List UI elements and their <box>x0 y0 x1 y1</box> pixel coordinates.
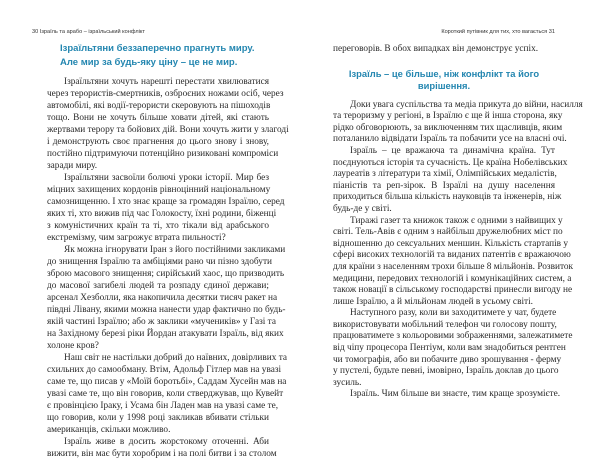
text-line: поталанило відвідати Ізраїль та побачити усе на власні очі. <box>333 134 567 145</box>
text-line: на Західному березі ріки Йордан атакувати Ізраїль, від яких <box>47 329 284 339</box>
text-line: Наступного разу, коли ви заходитимете у чат, будете <box>350 308 557 319</box>
text-line: яких ті, хто вижив під час Голокосту, їхні родини, біженці <box>47 209 277 219</box>
text-line: самознищенню. І хто знає краще за громадян Ізраїлю, серед <box>47 197 285 207</box>
section-heading: Ізраїльтяни беззаперечно прагнуть миру. Але мир за будь-яку ціну – це не мир. <box>60 43 255 68</box>
text-line: з комуністичних країн та ті, хто тікали від арабського <box>47 221 269 231</box>
text-line: американців, скільки можливо. <box>47 425 171 435</box>
text-line: через терористів-смертників, озброєних ножами осіб, через <box>47 89 284 99</box>
text-line: для країни з населенням трохи більше 8 мільйонів. Розвиток <box>333 261 574 272</box>
text-line: лише Ізраїлю, а й мільйонам людей в усьому світі. <box>333 296 534 307</box>
text-line: рідко обговорюють, за виключенням тих щасливців, яким <box>333 122 563 133</box>
text-line: переговорів. В обох випадках він демонструє успіх. <box>333 44 539 54</box>
paragraph <box>333 389 561 401</box>
paragraph <box>333 145 568 216</box>
body-text <box>47 76 289 460</box>
text-line: півдні Лівану, якими можна нанести удар фактично по будь- <box>47 305 286 315</box>
paragraph <box>333 215 574 309</box>
text-line: тощо. Вони не хочуть більше ховати дітей, які стають <box>47 113 269 123</box>
text-line: жертвами терору та бойових дій. Вони хочуть жити у злагоді <box>47 125 289 135</box>
section-heading: Ізраїль – це більше, ніж конфлікт та його вирішення. <box>348 67 540 91</box>
paragraph <box>333 308 573 389</box>
text-line: до масової загибелі людей та розпаду єдиної держави; <box>47 281 269 291</box>
text-line: Ізраїль – це вражаюча та динамічна країна. Тут <box>350 145 555 156</box>
text-line: зброю масового знищення; сирійський хаос, що призводить <box>47 269 285 279</box>
text-line: у пустелі, будьте певні, імовірно, Ізраїль доклав до цього <box>333 366 559 377</box>
text-line: саме те, що писав у «Моїй боротьбі», Саддам Хусейн мав на <box>47 377 287 387</box>
text-line: використовувати мобільний телефон чи голосову пошту, <box>333 319 557 330</box>
body-text <box>333 99 583 401</box>
text-line: світі. Тель-Авів є одним з найбільш дружелюбних міст по <box>333 227 563 238</box>
text-line: постійно підтримуючи потенційно ризиковані компроміси <box>47 149 279 159</box>
text-line: від чіпу процесора Пентіум, коли вам знадобиться рентген <box>333 343 566 354</box>
left-column <box>47 42 289 460</box>
paragraph <box>47 352 287 436</box>
text-line: міцних захищених кордонів рівноцінний національному <box>47 185 271 195</box>
paragraph <box>47 244 286 352</box>
text-line: та тероризму у регіоні, в Ізраїлю є ще й інша сторона, яку <box>333 111 563 122</box>
text-line: є провінцією Іраку, і Усама бін Ладен мав на увазі саме те, <box>47 401 279 411</box>
text-line: схильних до самообману. Втім, Адольф Гітлер мав на увазі <box>47 365 282 375</box>
text-line: чи томографія, або ви побачите диво зрошування - ферму <box>333 354 562 365</box>
right-page <box>300 0 600 463</box>
text-line: Ізраїльтяни засвоїли болючі уроки історії. Мир без <box>64 173 269 183</box>
text-line: екстремізму, чим загрожує втрата пильності? <box>47 233 226 243</box>
text-line: приходиться більша кількість науковців та інженерів, ніж <box>333 192 562 203</box>
text-line: поєднуються історія та сучасність. Це країна Нобелівських <box>333 157 568 168</box>
text-line: увазі саме те, що він говорив, коли стверджував, що Кувейт <box>47 389 284 399</box>
text-line: зусиль. <box>333 377 362 388</box>
text-line: медицини, передових технологій і комунікаційних систем, а <box>333 273 572 284</box>
right-column <box>333 44 583 401</box>
running-head: Короткий путівник для тих, хто вагається 31 <box>441 29 555 35</box>
text-line: працюватимете з кольоровими зображеннями, залежатимете <box>333 331 573 342</box>
text-line: холоне кров? <box>47 341 99 351</box>
paragraph <box>47 436 277 460</box>
text-line: Як можна ігнорувати Іран з його постійними закликами <box>64 245 286 255</box>
paragraph <box>47 172 285 244</box>
text-line: Ізраїль. Чим більше ви знаєте, тим краще зрозумієте. <box>350 389 561 400</box>
text-line: будь-де у світі. <box>333 203 392 214</box>
text-line: також новації в сільському господарстві принесли вигоду не <box>333 285 573 296</box>
text-line: Тиражі газет та книжок також є одними з найвищих у <box>350 215 563 226</box>
text-line: Доки увага суспільства та медіа прикута до війни, насилля <box>350 99 583 110</box>
text-line: якій частині Ізраїлю; або ж заклики «мучеників» у Газі та <box>47 317 276 327</box>
text-line: Ізраїльтяни хочуть нарешті перестати хвилюватися <box>64 77 269 87</box>
continuation-text <box>333 44 555 56</box>
text-line: Наш світ не настільки добрий до наївних, довірливих та <box>64 353 287 363</box>
text-line: до знищення Ізраїлю та амбіціями рано чи пізно здобути <box>47 257 272 267</box>
text-line: Ізраїль живе в досить жорстокому оточенні. Аби <box>64 437 269 447</box>
text-line: заради миру. <box>47 161 98 171</box>
text-line: вижити, він має бути хоробрим і на полі битви і за столом <box>47 449 277 459</box>
text-line: арсенал Хезболли, яка накопичила десятки тисяч ракет на <box>47 293 278 303</box>
text-line: що говорив, коли у 1998 році закликав вбивати стільки <box>47 413 269 423</box>
text-line: лауреатів з літератури та хімії, Олімпійських медалістів, <box>333 169 557 180</box>
text-line: відношенню до сексуальних меншин. Кількість стартапів у <box>333 238 569 249</box>
text-line: автомобілі, які водії-терористи скеровують на пішоходів <box>47 101 271 111</box>
text-line: піаністів та реп-зірок. В Ізраїлі на душу населення <box>333 180 555 191</box>
paragraph <box>47 76 289 172</box>
text-line: і демонструють своє прагнення до цього знову і знову, <box>47 137 269 147</box>
text-line: сфері високих технологій та виданих патентів є вражаючою <box>333 250 571 261</box>
paragraph <box>333 99 583 146</box>
running-head: 30 Ізраїль та арабо – ізраїльський конфлікт <box>32 29 145 35</box>
